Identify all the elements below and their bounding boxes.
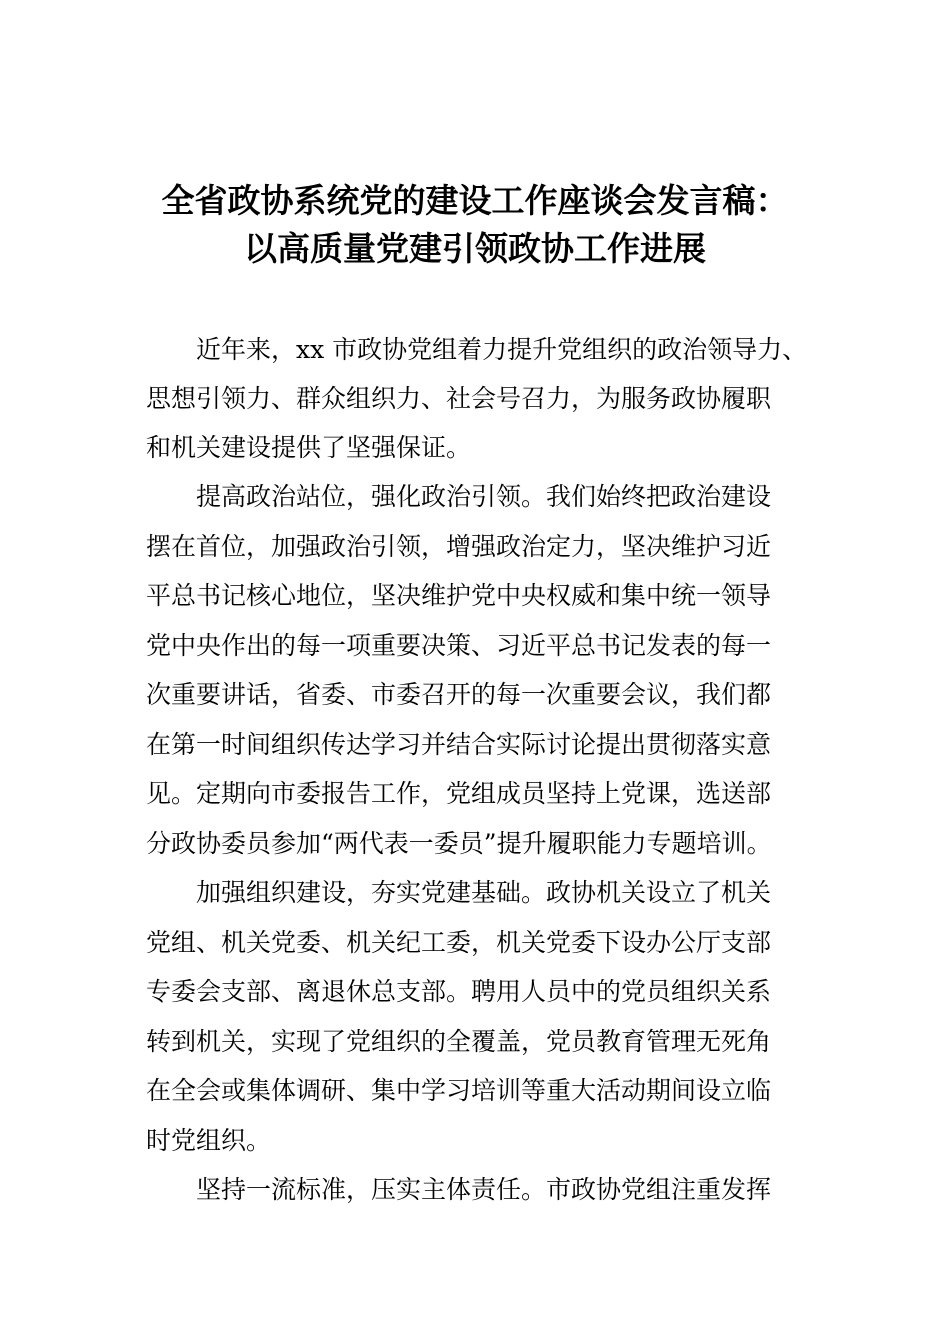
body-line: 党组、机关党委、机关纪工委，机关党委下设办公厅支部 xyxy=(146,928,772,957)
body-line: 见。定期向市委报告工作，党组成员坚持上党课，选送部 xyxy=(146,779,772,808)
body-line: 平总书记核心地位，坚决维护党中央权威和集中统一领导 xyxy=(146,581,772,610)
body-line: 摆在首位，加强政治引领，增强政治定力，坚决维护习近 xyxy=(146,532,772,561)
body-line: 转到机关，实现了党组织的全覆盖，党员教育管理无死角 xyxy=(146,1027,772,1056)
body-line: 和机关建设提供了坚强保证。 xyxy=(146,433,472,462)
body-line: 分政协委员参加“两代表一委员”提升履职能力专题培训。 xyxy=(146,829,772,858)
body-line: 次重要讲话，省委、市委召开的每一次重要会议，我们都 xyxy=(146,680,772,709)
body-line: 在第一时间组织传达学习并结合实际讨论提出贯彻落实意 xyxy=(146,730,772,759)
body-line: 思想引领力、群众组织力、社会号召力，为服务政协履职 xyxy=(146,384,772,413)
body-line: 时党组织。 xyxy=(146,1126,272,1155)
document-title-line-1: 全省政协系统党的建设工作座谈会发言稿： xyxy=(161,181,789,220)
document-title-line-2: 以高质量党建引领政协工作进展 xyxy=(244,229,706,268)
body-line: 坚持一流标准，压实主体责任。市政协党组注重发挥 xyxy=(196,1175,772,1204)
body-line: 党中央作出的每一项重要决策、习近平总书记发表的每一 xyxy=(146,631,772,660)
body-line: 近年来，xx 市政协党组着力提升党组织的政治领导力、 xyxy=(196,335,808,364)
body-line: 提高政治站位，强化政治引领。我们始终把政治建设 xyxy=(196,482,772,511)
body-line: 在全会或集体调研、集中学习培训等重大活动期间设立临 xyxy=(146,1076,772,1105)
body-line: 专委会支部、离退休总支部。聘用人员中的党员组织关系 xyxy=(146,977,772,1006)
body-line: 加强组织建设，夯实党建基础。政协机关设立了机关 xyxy=(196,878,772,907)
